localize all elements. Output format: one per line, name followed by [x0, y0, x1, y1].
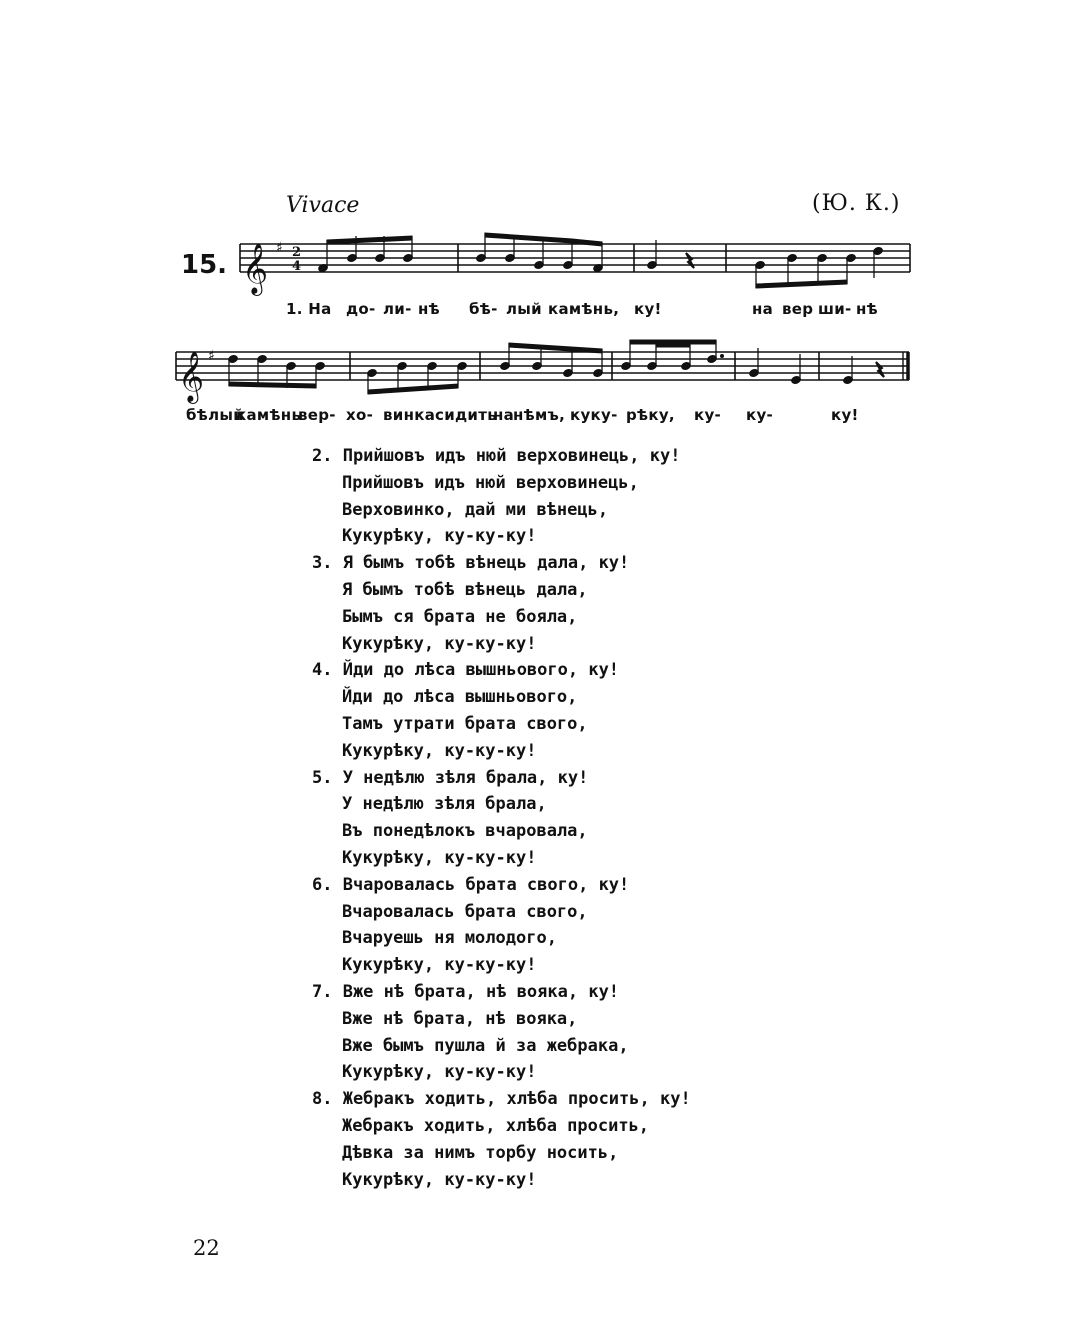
treble-clef-icon: [242, 243, 268, 296]
verse-line: 5. У недѣлю зѣля брала, ку!: [312, 767, 589, 788]
svg-text:𝄞: 𝄞: [178, 351, 205, 402]
verse-line: Прийшовъ идъ нюй верховинець,: [342, 472, 639, 493]
lyric-syllable: ли-: [383, 300, 412, 318]
verse-line: Тамъ утрати брата свого,: [342, 713, 588, 734]
svg-text:2: 2: [292, 245, 302, 260]
lyric-syllable: камѣнь,: [548, 300, 620, 318]
lyric-syllable: ку-: [746, 406, 774, 424]
lyric-syllable: ку-: [694, 406, 722, 424]
verse-line: 2. Прийшовъ идъ нюй верховинець, ку!: [312, 446, 681, 466]
verse: [312, 872, 691, 979]
lyric-syllable: бѣ-: [469, 300, 498, 318]
lyric-syllable: на: [752, 300, 774, 318]
verse: [312, 765, 691, 872]
verse: [312, 1086, 691, 1193]
lyric-syllable: бѣлый: [186, 406, 245, 424]
lyric-syllable: ши-: [818, 300, 852, 318]
key-signature-sharp-icon: [208, 348, 215, 364]
music-score: [0, 0, 1083, 430]
song-number: 15.: [181, 250, 228, 280]
verse: [312, 657, 691, 764]
notes-system-2: [228, 340, 884, 394]
lyric-syllable: рѣку,: [626, 406, 675, 424]
verse-line: 8. Жебракъ ходить, хлѣба просить, ку!: [312, 1089, 691, 1110]
treble-clef-icon: [178, 351, 204, 404]
lyric-syllable: вер: [782, 300, 814, 318]
lyric-syllable: нѣ: [418, 300, 441, 318]
verse-line: Жебракъ ходить, хлѣба просить,: [342, 1115, 650, 1136]
svg-text:𝄞: 𝄞: [242, 243, 269, 294]
page-number: 22: [193, 1236, 220, 1260]
lyric-syllable: камѣнь: [236, 406, 302, 424]
verse-line: Вчаровалась брата свого,: [342, 901, 588, 922]
verses-block: [312, 443, 691, 1193]
verse-line: Я бымъ тобѣ вѣнець дала,: [342, 579, 588, 600]
verse: [312, 979, 691, 1086]
verse-line: Бымъ ся брата не бояла,: [342, 606, 578, 627]
lyric-syllable: нѣ: [856, 300, 879, 318]
lyric-syllable: вер-: [298, 406, 336, 424]
lyric-syllable: нѣмъ,: [513, 406, 566, 424]
svg-text:♯: ♯: [276, 240, 283, 256]
lyric-syllable: 1. На: [286, 300, 332, 318]
staff-system-1: [240, 244, 910, 272]
verse-line: Кукурѣку, ку-ку-ку!: [342, 1062, 537, 1083]
lyric-syllable: куку-: [570, 406, 618, 424]
verse: [312, 443, 691, 550]
verse-line: Дѣвка за нимъ торбу носить,: [342, 1142, 619, 1163]
lyric-syllable: винка: [383, 406, 436, 424]
verse-line: 7. Вже нѣ брата, нѣ вояка, ку!: [312, 981, 620, 1002]
verse-line: У недѣлю зѣля брала,: [342, 794, 547, 815]
verse-line: Кукурѣку, ку-ку-ку!: [342, 740, 537, 761]
lyric-syllable: до-: [346, 300, 376, 318]
source-attribution: (Ю. К.): [812, 191, 901, 216]
lyric-syllable: ку!: [831, 406, 859, 424]
verse-line: Вчаруешь ня молодого,: [342, 928, 557, 949]
lyric-syllable: хо-: [346, 406, 374, 424]
staff-system-2: [176, 352, 909, 380]
verse-line: Вже нѣ брата, нѣ вояка,: [342, 1008, 578, 1029]
verse-line: 3. Я бымъ тобѣ вѣнець дала, ку!: [312, 553, 630, 574]
svg-text:♯: ♯: [208, 348, 215, 364]
verse-line: 6. Вчаровалась брата свого, ку!: [312, 874, 630, 895]
verse-line: Верховинко, дай ми вѣнець,: [342, 499, 609, 520]
verse-line: Кукурѣку, ку-ку-ку!: [342, 955, 537, 976]
lyric-syllable: сидить: [435, 406, 498, 424]
notes-system-1: [318, 233, 884, 288]
verse-line: Кукурѣку, ку-ку-ку!: [342, 526, 537, 547]
lyric-syllable: на: [493, 406, 515, 424]
time-signature: [292, 245, 301, 274]
verse-line: Кукурѣку, ку-ку-ку!: [342, 847, 537, 868]
verse-line: Въ понедѣлокъ вчаровала,: [342, 821, 588, 842]
verse-line: Кукурѣку, ку-ку-ку!: [342, 1169, 537, 1190]
verse-line: Кукурѣку, ку-ку-ку!: [342, 633, 537, 654]
tempo-marking: Vivace: [286, 193, 360, 218]
svg-text:4: 4: [292, 259, 302, 274]
verse-line: 4. Йди до лѣса вышньового, ку!: [312, 660, 620, 681]
verse-line: Йди до лѣса вышньового,: [342, 687, 578, 708]
verse-line: Вже бымъ пушла й за жебрака,: [342, 1035, 629, 1056]
key-signature-sharp-icon: [276, 240, 283, 256]
lyric-syllable: ку!: [634, 300, 662, 318]
verse: [312, 550, 691, 657]
lyric-syllable: лый: [506, 300, 542, 318]
